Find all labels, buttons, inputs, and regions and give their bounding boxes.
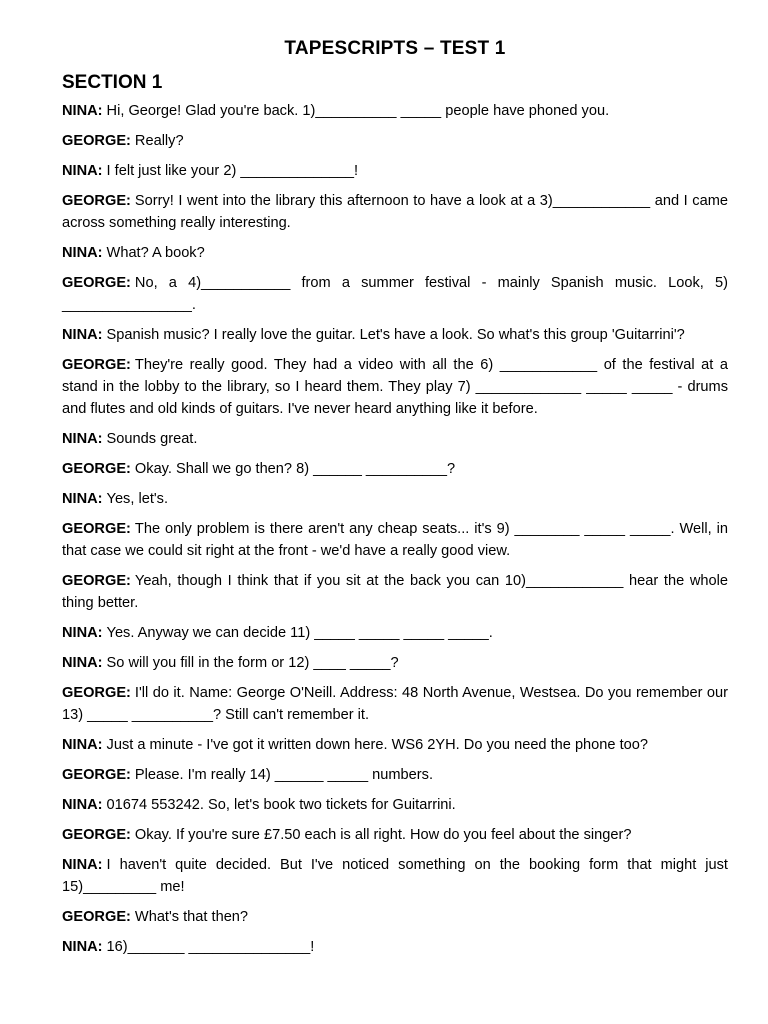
section-heading: SECTION 1 bbox=[62, 72, 163, 93]
dialogue-line bbox=[62, 652, 728, 674]
dialogue-line bbox=[62, 936, 728, 958]
page-title: TAPESCRIPTS – TEST 1 bbox=[284, 38, 506, 59]
dialogue-line bbox=[62, 764, 728, 786]
dialogue-line bbox=[62, 518, 728, 562]
speaker-label: NINA: bbox=[62, 245, 103, 261]
dialogue-text: What? A book? bbox=[106, 245, 205, 261]
dialogue-line bbox=[62, 682, 728, 726]
speaker-label: GEORGE: bbox=[62, 909, 131, 925]
speaker-label: GEORGE: bbox=[62, 357, 131, 373]
dialogue-text: No, a 4)___________ from a summer festival - mainly Spanish music. Look, 5) ________________. bbox=[62, 275, 728, 313]
speaker-label: GEORGE: bbox=[62, 685, 131, 701]
dialogue-text: 01674 553242. So, let's book two tickets for Guitarrini. bbox=[106, 797, 456, 813]
speaker-label: NINA: bbox=[62, 431, 103, 447]
speaker-label: NINA: bbox=[62, 737, 103, 753]
dialogue-line bbox=[62, 458, 728, 480]
dialogue-line bbox=[62, 324, 728, 346]
dialogue-text: Yeah, though I think that if you sit at the back you can 10)____________ hear the whole thing better. bbox=[62, 573, 728, 611]
dialogue-text: Yes, let's. bbox=[106, 491, 169, 507]
dialogue-line bbox=[62, 488, 728, 510]
dialogue-text: The only problem is there aren't any cheap seats... it's 9) ________ _____ _____. Well, in that case we could sit right at the front - we'd have a really good view. bbox=[62, 521, 728, 559]
speaker-label: NINA: bbox=[62, 797, 103, 813]
dialogue-line bbox=[62, 242, 728, 264]
dialogue-line bbox=[62, 906, 728, 928]
dialogue-line bbox=[62, 160, 728, 182]
dialogue-line bbox=[62, 354, 728, 420]
speaker-label: GEORGE: bbox=[62, 275, 131, 291]
dialogue-line bbox=[62, 100, 728, 122]
speaker-label: NINA: bbox=[62, 103, 103, 119]
dialogue-text: I haven't quite decided. But I've noticed something on the booking form that might just 15)_________ me! bbox=[62, 857, 728, 895]
speaker-label: NINA: bbox=[62, 327, 103, 343]
speaker-label: NINA: bbox=[62, 625, 103, 641]
dialogue-text: Just a minute - I've got it written down here. WS6 2YH. Do you need the phone too? bbox=[106, 737, 648, 753]
speaker-label: NINA: bbox=[62, 163, 103, 179]
dialogue-text: Please. I'm really 14) ______ _____ numbers. bbox=[134, 767, 434, 783]
speaker-label: GEORGE: bbox=[62, 573, 131, 589]
dialogue-text: 16)_______ _______________! bbox=[106, 939, 315, 955]
speaker-label: NINA: bbox=[62, 939, 103, 955]
speaker-label: NINA: bbox=[62, 655, 103, 671]
speaker-label: GEORGE: bbox=[62, 193, 131, 209]
dialogue-line bbox=[62, 190, 728, 234]
speaker-label: GEORGE: bbox=[62, 767, 131, 783]
speaker-label: GEORGE: bbox=[62, 521, 131, 537]
dialogue-line bbox=[62, 428, 728, 450]
tapescript bbox=[62, 100, 728, 958]
dialogue-text: Spanish music? I really love the guitar. Let's have a look. So what's this group 'Guitarrini'? bbox=[106, 327, 685, 343]
dialogue-line bbox=[62, 854, 728, 898]
dialogue-line bbox=[62, 824, 728, 846]
dialogue-text: Okay. If you're sure £7.50 each is all right. How do you feel about the singer? bbox=[134, 827, 632, 843]
dialogue-text: So will you fill in the form or 12) ____ _____? bbox=[106, 655, 399, 671]
dialogue-line bbox=[62, 622, 728, 644]
dialogue-line bbox=[62, 130, 728, 152]
dialogue-text: They're really good. They had a video with all the 6) ____________ of the festival at a stand in the lobby to the library, so I heard them. They play 7) _____________ _____ _____ - drums and flutes and old kinds of guitars. I've never heard anything like it before. bbox=[62, 357, 728, 417]
dialogue-text: Hi, George! Glad you're back. 1)__________ _____ people have phoned you. bbox=[106, 103, 610, 119]
dialogue-text: Sounds great. bbox=[106, 431, 198, 447]
dialogue-line bbox=[62, 570, 728, 614]
speaker-label: GEORGE: bbox=[62, 461, 131, 477]
speaker-label: NINA: bbox=[62, 491, 103, 507]
dialogue-text: What's that then? bbox=[134, 909, 249, 925]
speaker-label: GEORGE: bbox=[62, 827, 131, 843]
dialogue-line bbox=[62, 734, 728, 756]
speaker-label: GEORGE: bbox=[62, 133, 131, 149]
dialogue-text: Yes. Anyway we can decide 11) _____ _____ _____ _____. bbox=[106, 625, 493, 641]
dialogue-text: Sorry! I went into the library this afternoon to have a look at a 3)____________ and I came across something really interesting. bbox=[62, 193, 728, 231]
dialogue-text: Okay. Shall we go then? 8) ______ __________? bbox=[134, 461, 456, 477]
dialogue-text: I felt just like your 2) ______________! bbox=[106, 163, 359, 179]
dialogue-text: Really? bbox=[134, 133, 184, 149]
dialogue-line bbox=[62, 272, 728, 316]
dialogue-line bbox=[62, 794, 728, 816]
speaker-label: NINA: bbox=[62, 857, 103, 873]
dialogue-text: I'll do it. Name: George O'Neill. Address: 48 North Avenue, Westsea. Do you remember our 13) _____ __________? Still can't remember it. bbox=[62, 685, 728, 723]
